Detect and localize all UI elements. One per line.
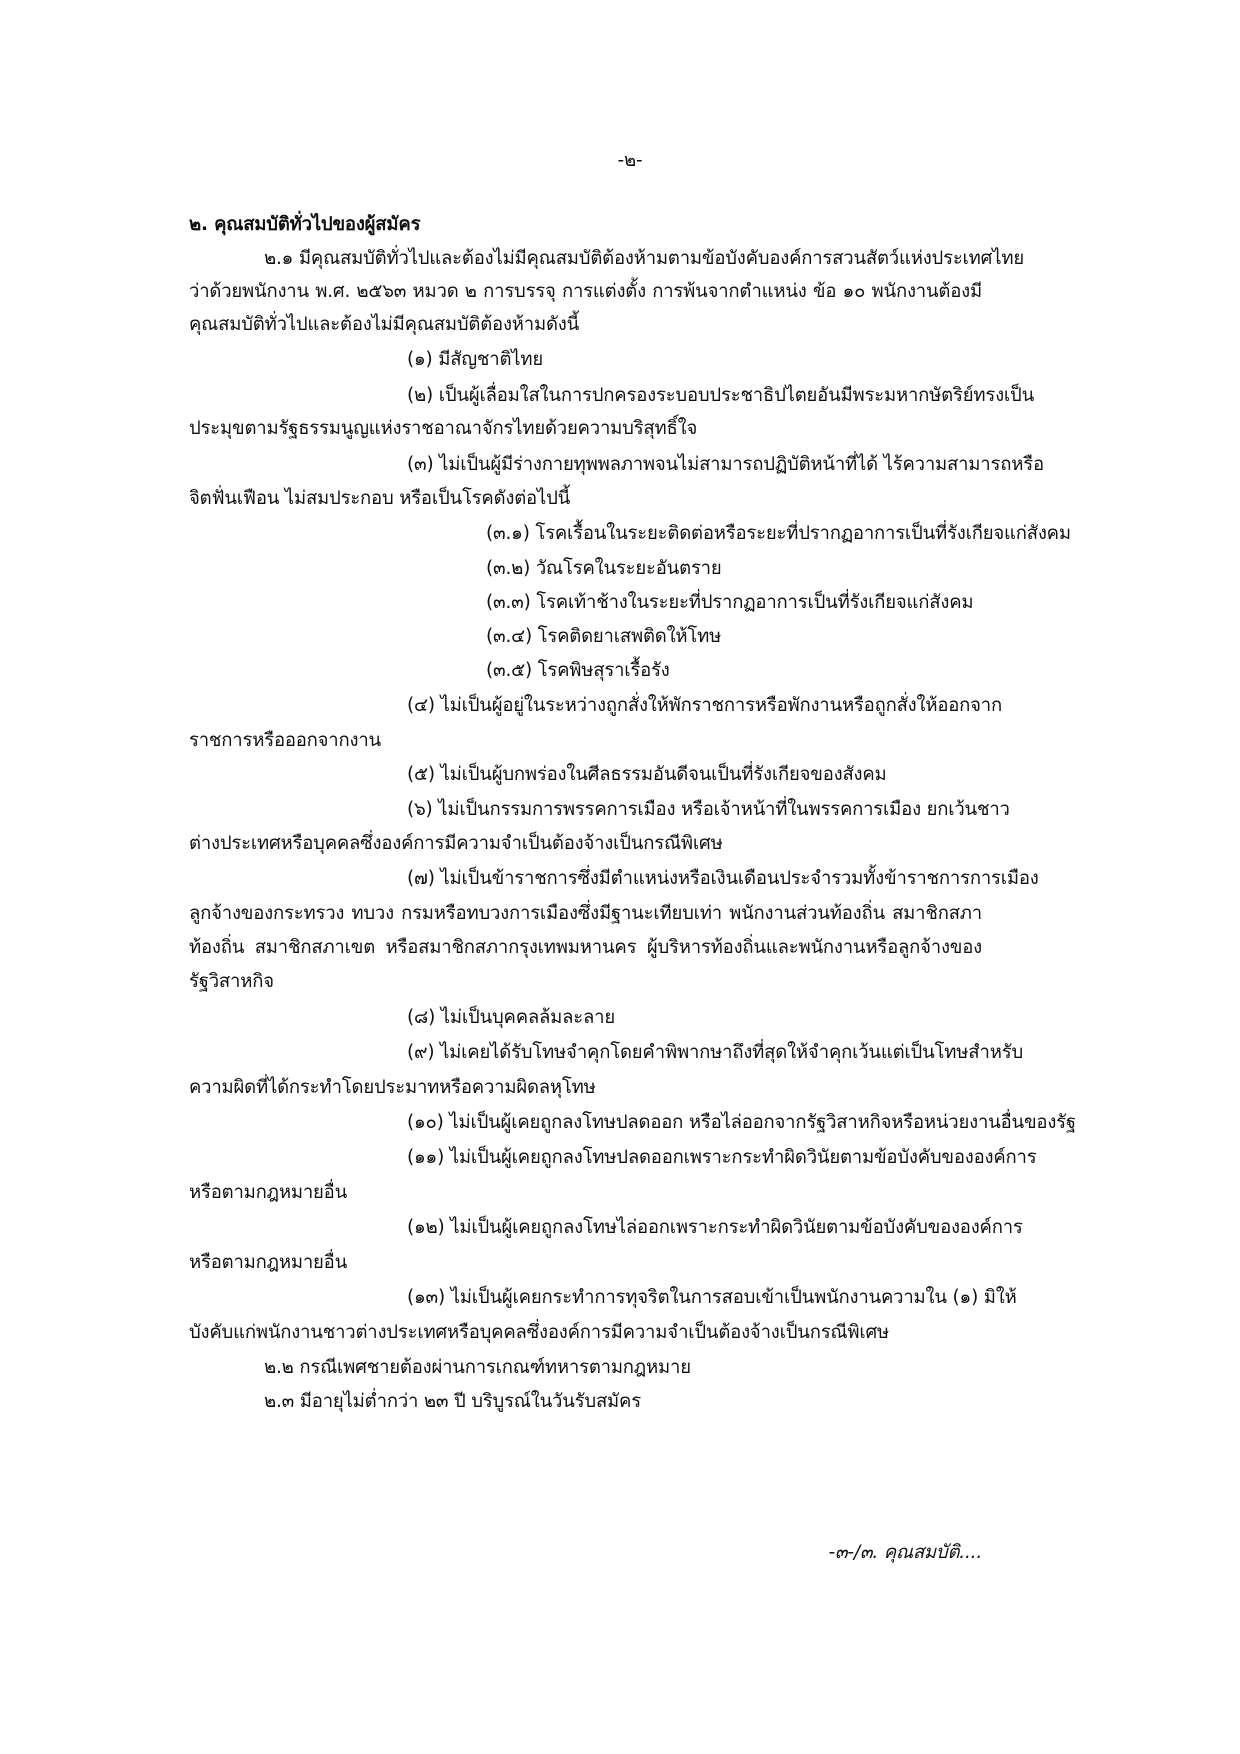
item-9-line-2: ความผิดที่ได้กระทำโดยประมาทหรือความผิดลหุโทษ [189, 1077, 596, 1098]
item-7-line-3: ท้องถิ่น สมาชิกสภาเขต หรือสมาชิกสภากรุงเทพมหานคร ผู้บริหารท้องถิ่นและพนักงานหรือลูกจ้างของ [189, 937, 982, 958]
section-title: ๒. คุณสมบัติทั่วไปของผู้สมัคร [189, 214, 421, 235]
item-12-line-2: หรือตามกฎหมายอื่น [189, 1252, 348, 1273]
item-9-line-1: (๙) ไม่เคยได้รับโทษจำคุกโดยคำพิพากษาถึงที่สุดให้จำคุกเว้นแต่เป็นโทษสำหรับ [407, 1042, 1024, 1063]
item-11-line-2: หรือตามกฎหมายอื่น [189, 1182, 348, 1203]
item-11-line-1: (๑๑) ไม่เป็นผู้เคยถูกลงโทษปลดออกเพราะกระทำผิดวินัยตามข้อบังคับขององค์การ [407, 1147, 1037, 1168]
item-10: (๑๐) ไม่เป็นผู้เคยถูกลงโทษปลดออก หรือไล่ออกจากรัฐวิสาหกิจหรือหน่วยงานอื่นของรัฐ [407, 1112, 1076, 1133]
clause-2-2: ๒.๒ กรณีเพศชายต้องผ่านการเกณฑ์ทหารตามกฎหมาย [264, 1357, 691, 1378]
item-7-line-4: รัฐวิสาหกิจ [189, 971, 274, 992]
item-2-line-2: ประมุขตามรัฐธรรมนูญแห่งราชอาณาจักรไทยด้วยความบริสุทธิ์ใจ [189, 418, 698, 439]
item-3-1: (๓.๑) โรคเรื้อนในระยะติดต่อหรือระยะที่ปรากฏอาการเป็นที่รังเกียจแก่สังคม [486, 523, 1071, 544]
intro-line-2: ว่าด้วยพนักงาน พ.ศ. ๒๕๖๓ หมวด ๒ การบรรจุ การแต่งตั้ง การพ้นจากตำแหน่ง ข้อ ๑๐ พนักงานต้องมี [189, 281, 982, 302]
item-7-line-2: ลูกจ้างของกระทรวง ทบวง กรมหรือทบวงการเมืองซึ่งมีฐานะเทียบเท่า พนักงานส่วนท้องถิ่น สมาชิกสภา [189, 903, 982, 924]
intro-line-1: ๒.๑ มีคุณสมบัติทั่วไปและต้องไม่มีคุณสมบัติต้องห้ามตามข้อบังคับองค์การสวนสัตว์แห่งประเทศไทย [264, 248, 1024, 269]
intro-line-3: คุณสมบัติทั่วไปและต้องไม่มีคุณสมบัติต้องห้ามดังนี้ [189, 314, 580, 335]
item-5: (๕) ไม่เป็นผู้บกพร่องในศีลธรรมอันดีจนเป็นที่รังเกียจของสังคม [407, 764, 887, 785]
item-3-2: (๓.๒) วัณโรคในระยะอันตราย [486, 558, 722, 579]
page-number: -๒- [617, 150, 643, 171]
item-3-5: (๓.๕) โรคพิษสุราเรื้อรัง [486, 660, 670, 681]
item-13-line-2: บังคับแก่พนักงานชาวต่างประเทศหรือบุคคลซึ่งองค์การมีความจำเป็นต้องจ้างเป็นกรณีพิเศษ [189, 1322, 890, 1343]
item-6-line-1: (๖) ไม่เป็นกรรมการพรรคการเมือง หรือเจ้าหน้าที่ในพรรคการเมือง ยกเว้นชาว [407, 799, 1010, 820]
item-4-line-2: ราชการหรือออกจากงาน [189, 730, 381, 751]
footer-continuation: -๓-/๓. คุณสมบัติ.... [828, 1542, 982, 1563]
item-7-line-1: (๗) ไม่เป็นข้าราชการซึ่งมีตำแหน่งหรือเงินเดือนประจำรวมทั้งข้าราชการการเมือง [407, 868, 1039, 889]
item-6-line-2: ต่างประเทศหรือบุคคลซึ่งองค์การมีความจำเป็นต้องจ้างเป็นกรณีพิเศษ [189, 833, 723, 854]
item-1: (๑) มีสัญชาติไทย [407, 349, 544, 370]
item-8: (๘) ไม่เป็นบุคคลล้มละลาย [407, 1007, 616, 1028]
item-2-line-1: (๒) เป็นผู้เลื่อมใสในการปกครองระบอบประชาธิปไตยอันมีพระมหากษัตริย์ทรงเป็น [407, 385, 1035, 406]
item-13-line-1: (๑๓) ไม่เป็นผู้เคยกระทำการทุจริตในการสอบเข้าเป็นพนักงานความใน (๑) มิให้ [407, 1287, 1017, 1308]
item-3-line-2: จิตฟั่นเฟือน ไม่สมประกอบ หรือเป็นโรคดังต่อไปนี้ [189, 488, 571, 509]
item-4-line-1: (๔) ไม่เป็นผู้อยู่ในระหว่างถูกสั่งให้พักราชการหรือพักงานหรือถูกสั่งให้ออกจาก [407, 695, 1002, 716]
item-3-4: (๓.๔) โรคติดยาเสพติดให้โทษ [486, 626, 722, 647]
item-3-line-1: (๓) ไม่เป็นผู้มีร่างกายทุพพลภาพจนไม่สามารถปฏิบัติหน้าที่ได้ ไร้ความสามารถหรือ [407, 454, 1044, 475]
item-12-line-1: (๑๒) ไม่เป็นผู้เคยถูกลงโทษไล่ออกเพราะกระทำผิดวินัยตามข้อบังคับขององค์การ [407, 1217, 1023, 1238]
clause-2-3: ๒.๓ มีอายุไม่ต่ำกว่า ๒๓ ปี บริบูรณ์ในวันรับสมัคร [264, 1391, 641, 1412]
item-3-3: (๓.๓) โรคเท้าช้างในระยะที่ปรากฏอาการเป็นที่รังเกียจแก่สังคม [486, 592, 974, 613]
